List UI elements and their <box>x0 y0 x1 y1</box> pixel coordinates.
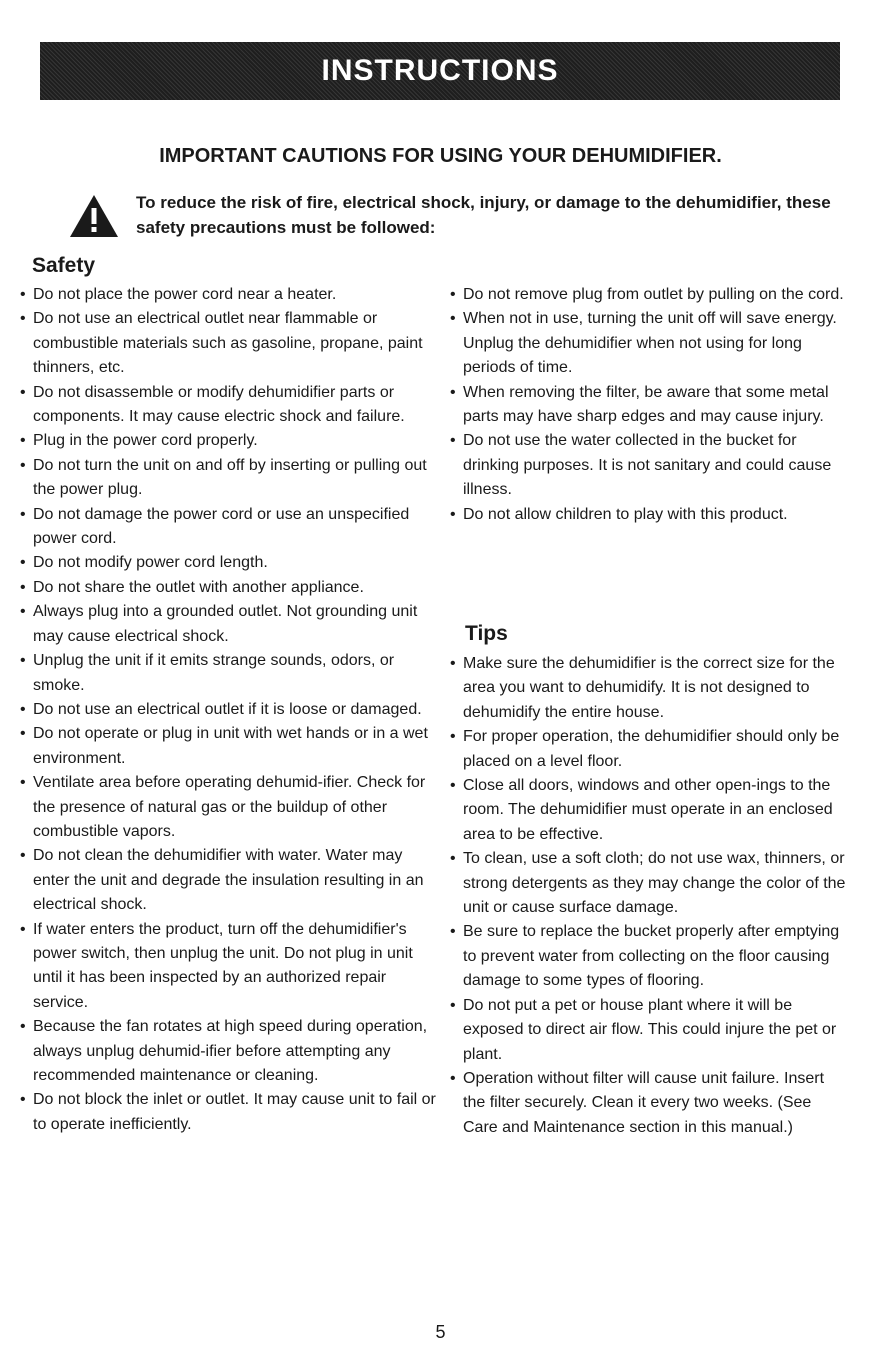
tip-item-text: Be sure to replace the bucket properly after emptying to prevent water from collecting on the floor causing damage to some types of flooring. <box>463 923 840 990</box>
tip-item <box>450 774 850 847</box>
caution-heading: IMPORTANT CAUTIONS FOR USING YOUR DEHUMIDIFIER. <box>159 145 722 167</box>
safety-item-text: Do not use the water collected in the bucket for drinking purposes. It is not sanitary and could cause illness. <box>463 432 832 499</box>
banner-title: INSTRUCTIONS <box>321 54 559 87</box>
tip-item <box>450 920 850 993</box>
safety-item <box>20 576 440 600</box>
safety-item <box>450 429 850 502</box>
bullet-mark: • <box>20 505 26 523</box>
safety-item <box>20 283 440 307</box>
safety-item <box>20 722 440 771</box>
bullet-mark: • <box>20 1091 26 1109</box>
tip-item-text: For proper operation, the dehumidifier should only be placed on a level floor. <box>463 728 840 770</box>
bullet-mark: • <box>20 383 26 401</box>
tip-item <box>450 847 850 920</box>
bullet-mark: • <box>20 774 26 792</box>
tip-item <box>450 652 850 725</box>
safety-item-text: Do not allow children to play with this product. <box>463 505 788 523</box>
bullet-mark: • <box>450 310 456 328</box>
safety-item <box>20 1015 440 1088</box>
bullet-mark: • <box>450 286 456 303</box>
bullet-mark: • <box>20 603 26 621</box>
bullet-mark: • <box>20 578 26 596</box>
bullet-mark: • <box>20 847 26 865</box>
safety-item-text: Do not use an electrical outlet if it is loose or damaged. <box>33 700 422 718</box>
safety-item <box>450 307 850 380</box>
instructions-banner <box>40 42 840 100</box>
safety-item <box>20 454 440 503</box>
safety-item <box>450 381 850 430</box>
warning-text: To reduce the risk of fire, electrical shock, injury, or damage to the dehumidifier, these safety precautions must be followed: <box>136 193 831 237</box>
safety-item-text: Do not modify power cord length. <box>33 554 268 572</box>
bullet-mark: • <box>450 996 456 1014</box>
bullet-mark: • <box>450 432 456 450</box>
bullet-mark: • <box>450 505 456 523</box>
tip-item <box>450 725 850 774</box>
bullet-mark: • <box>20 310 26 328</box>
safety-item <box>450 503 850 527</box>
bullet-mark: • <box>20 725 26 743</box>
safety-list-continued <box>450 283 850 527</box>
tip-item-text: To clean, use a soft cloth; do not use wax, thinners, or strong detergents as they may change the color of the unit or cause surface damage. <box>463 850 846 917</box>
safety-item-text: Plug in the power cord properly. <box>33 432 258 450</box>
safety-item <box>20 429 440 453</box>
bullet-mark: • <box>20 652 26 670</box>
safety-item <box>20 698 440 722</box>
bullet-mark: • <box>20 700 26 718</box>
tip-item-text: Close all doors, windows and other open-ings to the room. The dehumidifier must operate in an enclosed area to be effective. <box>463 777 833 843</box>
safety-item-text: If water enters the product, turn off the dehumidifier's power switch, then unplug the unit. Do not plug in unit until it has been inspected by an authorized repair service. <box>33 920 413 1011</box>
safety-item-text: Do not clean the dehumidifier with water. Water may enter the unit and degrade the insulation resulting in an electrical shock. <box>33 847 424 914</box>
safety-list <box>20 283 440 1137</box>
safety-item <box>20 307 440 380</box>
safety-item <box>20 551 440 575</box>
bullet-mark: • <box>20 286 26 303</box>
safety-item-text: Always plug into a grounded outlet. Not grounding unit may cause electrical shock. <box>33 603 418 645</box>
safety-item-text: Do not block the inlet or outlet. It may cause unit to fail or to operate inefficiently. <box>33 1091 436 1133</box>
safety-item-text: Do not operate or plug in unit with wet hands or in a wet environment. <box>33 725 428 767</box>
safety-item <box>450 283 850 307</box>
safety-heading: Safety <box>32 254 96 277</box>
bullet-mark: • <box>20 554 26 572</box>
safety-item <box>20 918 440 1016</box>
safety-item-text: Do not remove plug from outlet by pulling on the cord. <box>463 286 844 303</box>
safety-item-text: Do not turn the unit on and off by inserting or pulling out the power plug. <box>33 456 427 499</box>
tip-item <box>450 1067 850 1140</box>
bullet-mark: • <box>20 920 26 938</box>
tip-item <box>450 994 850 1067</box>
bullet-mark: • <box>20 1018 26 1036</box>
safety-item-text: Unplug the unit if it emits strange sounds, odors, or smoke. <box>33 652 395 694</box>
bullet-mark: • <box>450 777 456 795</box>
safety-item-text: Ventilate area before operating dehumid-ifier. Check for the presence of natural gas or the buildup of other combustible vapors. <box>33 774 426 840</box>
safety-item-text: Do not share the outlet with another appliance. <box>33 578 364 596</box>
tips-list <box>450 652 850 1140</box>
safety-item-text: Because the fan rotates at high speed during operation, always unplug dehumid-ifier before attempting any recommended maintenance or cleaning. <box>33 1018 428 1084</box>
warning-triangle-icon <box>69 194 119 238</box>
tips-heading: Tips <box>465 622 508 645</box>
tip-item-text: Do not put a pet or house plant where it will be exposed to direct air flow. This could injure the pet or plant. <box>463 996 837 1063</box>
safety-item <box>20 503 440 552</box>
bullet-mark: • <box>450 728 456 746</box>
bullet-mark: • <box>450 1069 456 1087</box>
safety-item-text: Do not damage the power cord or use an unspecified power cord. <box>33 505 410 548</box>
tip-item-text: Operation without filter will cause unit failure. Insert the filter securely. Clean it every two weeks. (See Care and Maintenance section in this manual.) <box>463 1069 825 1136</box>
bullet-mark: • <box>450 850 456 868</box>
safety-item <box>20 381 440 430</box>
bullet-mark: • <box>20 456 26 474</box>
safety-item-text: When removing the filter, be aware that some metal parts may have sharp edges and may cause injury. <box>463 383 829 426</box>
bullet-mark: • <box>450 923 456 941</box>
safety-item-text: Do not use an electrical outlet near flammable or combustible materials such as gasoline, propane, paint thinners, etc. <box>33 310 423 377</box>
safety-item <box>20 1088 440 1137</box>
page-number: 5 <box>435 1322 446 1342</box>
tip-item-text: Make sure the dehumidifier is the correct size for the area you want to dehumidify. It is not designed to dehumidify the entire house. <box>463 655 835 721</box>
bullet-mark: • <box>450 383 456 401</box>
bullet-mark: • <box>20 432 26 450</box>
safety-item <box>20 771 440 844</box>
safety-item-text: Do not place the power cord near a heater. <box>33 286 337 303</box>
safety-item <box>20 600 440 649</box>
safety-item-text: Do not disassemble or modify dehumidifier parts or components. It may cause electric shock and failure. <box>33 383 405 426</box>
bullet-mark: • <box>450 655 456 672</box>
safety-item <box>20 844 440 917</box>
safety-item-text: When not in use, turning the unit off will save energy. Unplug the dehumidifier when not using for long periods of time. <box>463 310 837 377</box>
safety-item <box>20 649 440 698</box>
